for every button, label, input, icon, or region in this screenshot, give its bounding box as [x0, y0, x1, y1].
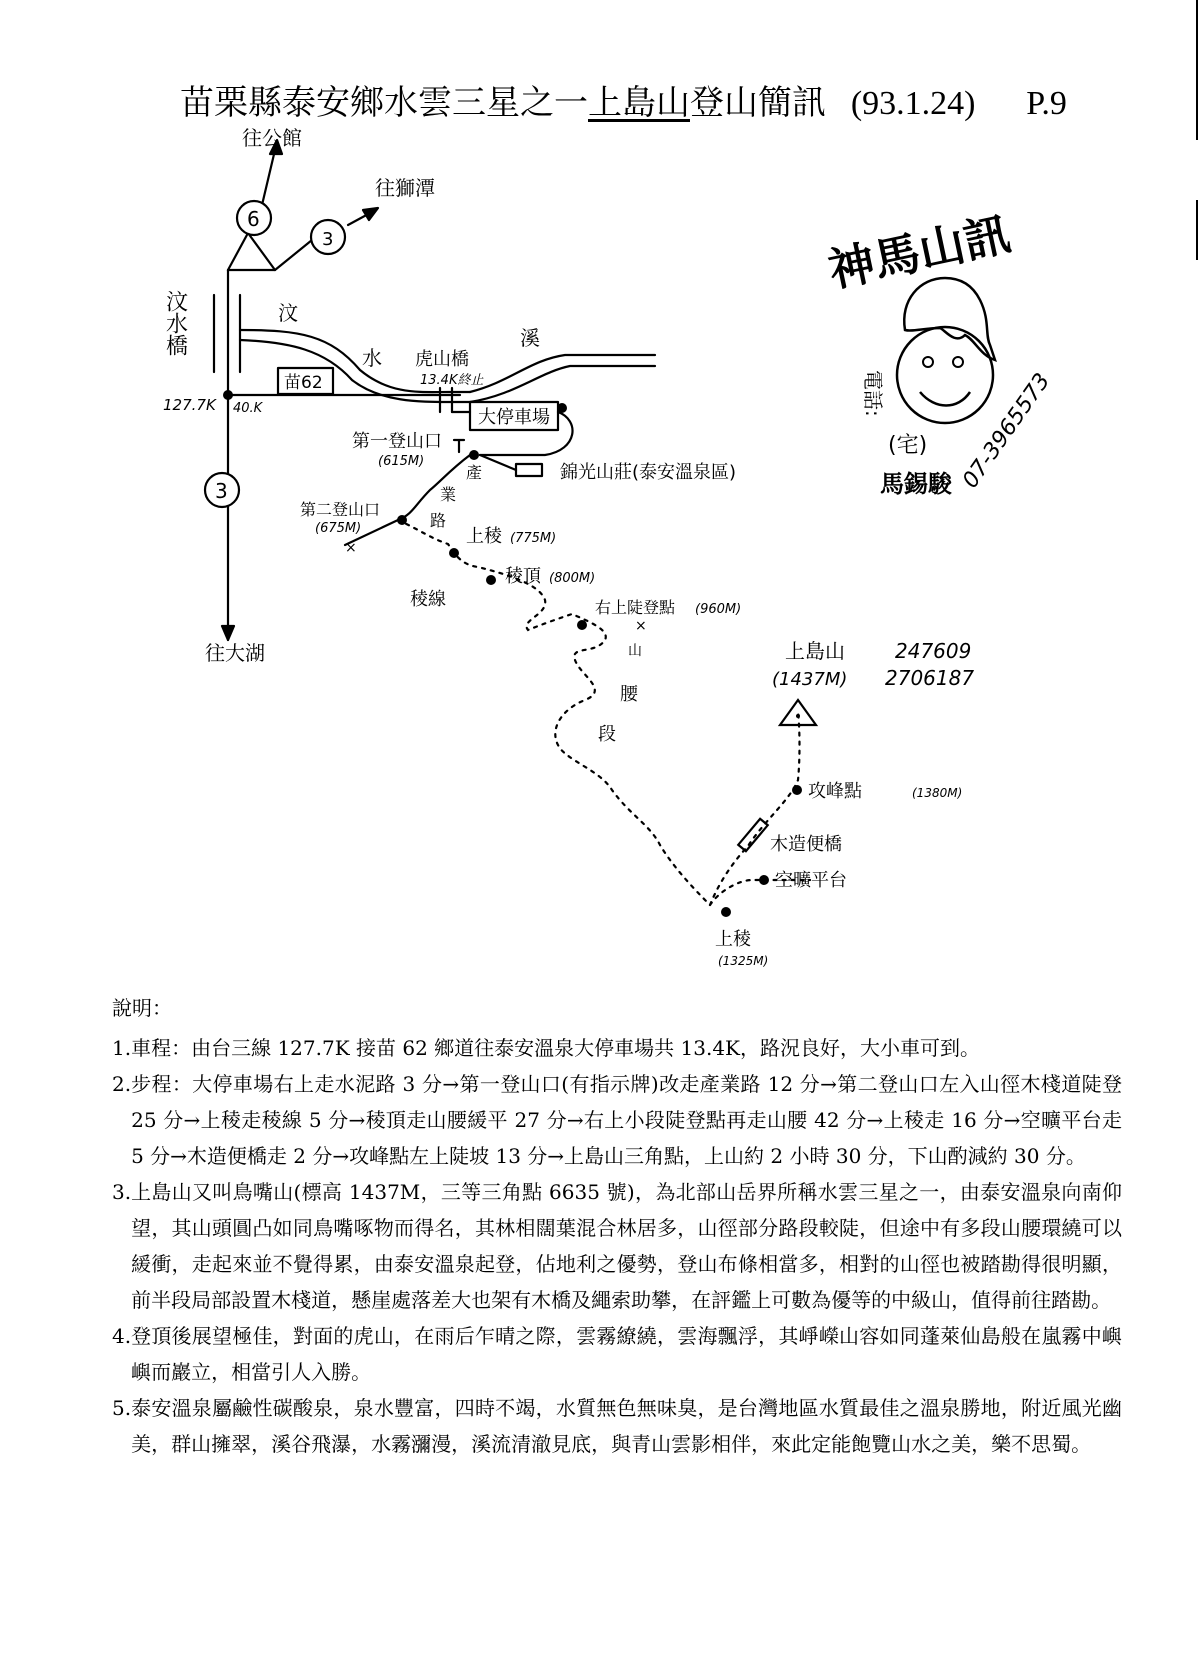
scan-edge-line	[1196, 0, 1198, 140]
junction-triangle	[228, 233, 275, 270]
label-ridge-low-alt: (1325M)	[718, 954, 769, 968]
river-bank-north	[470, 355, 655, 392]
signpost-icon	[454, 440, 464, 452]
waypoint-icon	[397, 515, 407, 525]
waypoint-icon	[486, 575, 496, 585]
label-attack-point: 攻峰點	[808, 781, 862, 802]
label-peak-alt: (1437M)	[772, 669, 848, 690]
item-number: 2.	[112, 1072, 132, 1096]
label-river-wen: 汶	[278, 301, 298, 325]
label-river-xi: 溪	[520, 326, 540, 350]
label-industry-road-3: 路	[430, 511, 447, 530]
smile-icon	[920, 392, 970, 406]
label-first-trailhead: 第一登山口	[352, 431, 442, 452]
title-prefix: 苗栗縣泰安鄉水雲三星之一	[180, 83, 588, 123]
page-number: P.9	[1026, 85, 1067, 122]
item-text: 步程：大停車場右上走水泥路 3 分→第一登山口(有指示牌)改走產業路 12 分→第二登山口左入山徑木棧道陡登 25 分→上稜走稜線 5 分→稜頂走山腰緩平 27 分→右上小段陡登點再走山腰 42 分→上稜走 16 分→空曠平台走 5 分→木造便橋走 2 分→攻峰點左上陡坡 13 分→上島山三角點，上山約 2 小時 30 分，下山酌減約 30 分。	[131, 1072, 1122, 1168]
cross-mark: ×	[635, 618, 647, 634]
author-stamp	[824, 207, 1056, 498]
label-ridge-up: 上稜	[466, 526, 502, 547]
label-second-alt: (675M)	[315, 521, 362, 536]
stamp-title: 神馬山訊	[823, 206, 1015, 298]
item-number: 4.	[112, 1324, 132, 1348]
smiley-face-icon	[897, 327, 993, 423]
stamp-phone-label: 電話:	[861, 370, 885, 417]
horse-head-icon	[904, 278, 995, 360]
waypoint-icon	[449, 548, 459, 558]
arrow-right-icon	[363, 208, 378, 220]
item-number: 3.	[112, 1180, 132, 1204]
label-attack-alt: (1380M)	[912, 786, 963, 800]
road-to-shitan	[275, 240, 312, 270]
item-number: 5.	[112, 1396, 132, 1420]
description-heading: 說明：	[112, 996, 172, 1020]
stamp-person: 馬錫駿	[880, 470, 952, 498]
label-first-alt: (615M)	[378, 454, 425, 469]
eye-icon	[953, 357, 963, 367]
summit-triangle-icon	[780, 700, 816, 725]
item-number: 1.	[112, 1036, 132, 1060]
description-item	[112, 1030, 1122, 1066]
label-river-shui: 水	[362, 346, 382, 370]
waypoint-icon	[223, 390, 233, 400]
label-platform: 空曠平台	[775, 870, 847, 891]
label-ridge-top: 稜頂	[505, 566, 541, 587]
label-waist-2: 腰	[620, 684, 638, 705]
label-second-trailhead: 第二登山口	[300, 500, 381, 519]
label-ridge-up-alt: (775M)	[510, 531, 557, 546]
label-to-gongguan: 往公館	[242, 126, 302, 150]
route3-top-number: 3	[322, 229, 334, 250]
item-text: 登頂後展望極佳，對面的虎山，在雨后乍晴之際，雲霧繚繞，雲海飄浮，其崢嶸山容如同蓬萊仙島般在嵐霧中嶼嶼而巖立，相當引人入勝。	[131, 1324, 1122, 1384]
label-peak-name: 上島山	[785, 639, 845, 663]
route6-number: 6	[247, 207, 260, 231]
date: (93.1.24)	[850, 85, 976, 122]
wood-bridge-icon	[738, 819, 768, 851]
waypoint-icon	[792, 785, 802, 795]
item-text: 車程：由台三線 127.7K 接苗 62 鄉道往泰安溫泉大停車場共 13.4K，路況良好，大小車可到。	[131, 1036, 980, 1060]
label-steep-point: 右上陡登點	[595, 598, 676, 617]
label-parking: 大停車場	[478, 407, 550, 428]
road-to-gongguan	[228, 233, 248, 270]
page-header	[180, 75, 1100, 125]
label-ridge-line: 稜線	[410, 589, 446, 610]
route-map	[0, 120, 1200, 980]
label-hotel: 錦光山莊(泰安溫泉區)	[560, 462, 737, 483]
label-wood-bridge: 木造便橋	[770, 834, 842, 855]
label-miao62: 苗62	[284, 373, 323, 393]
label-steep-alt: (960M)	[695, 602, 742, 617]
label-ridge-top-alt: (800M)	[549, 571, 596, 586]
title-suffix: 登山簡訊	[690, 83, 826, 123]
waypoint-icon	[721, 907, 731, 917]
route3-main-number: 3	[215, 479, 228, 503]
label-hushan-bridge: 虎山橋	[415, 349, 469, 370]
title-mountain-name: 上島山	[588, 83, 690, 123]
label-coord-e: 247609	[895, 639, 972, 663]
road-to-gongguan	[262, 150, 275, 205]
waypoint-icon	[577, 620, 587, 630]
label-wenshui-bridge: 汶水橋	[162, 290, 188, 356]
label-coord-n: 2706187	[885, 666, 975, 690]
label-km-40: 40.K	[233, 401, 263, 416]
description-item	[112, 1066, 1122, 1174]
cross-mark: ×	[345, 540, 357, 556]
item-text: 上島山又叫鳥嘴山(標高 1437M，三等三角點 6635 號)，為北部山岳界所稱水雲三星之一，由泰安溫泉向南仰望，其山頭圓凸如同鳥嘴啄物而得名，其林相闊葉混合林居多，山徑部分路段較陡，但途中有多段山腰環繞可以緩衝，走起來並不覺得累，由泰安溫泉起登，佔地利之優勢，登山布條相當多，相對的山徑也被踏勘得很明顯，前半段局部設置木棧道，懸崖處落差大也架有木橋及繩索助攀，在評鑑上可數為優等的中級山，值得前往踏勘。	[131, 1180, 1122, 1312]
eye-icon	[923, 357, 933, 367]
waypoint-icon	[759, 875, 769, 885]
stamp-phone-number: 07-3965573	[958, 368, 1056, 494]
description-item	[112, 1318, 1122, 1390]
description-section	[112, 990, 1122, 1462]
label-km-127: 127.7K	[163, 396, 216, 414]
arrow-down-icon	[222, 626, 234, 640]
river-bank-south	[470, 366, 655, 402]
waypoint-icon	[469, 450, 479, 460]
description-item	[112, 1390, 1122, 1462]
label-ridge-low: 上稜	[715, 929, 751, 950]
label-end-13k: 13.4K終止	[420, 373, 484, 388]
label-industry-road-2: 業	[440, 485, 457, 504]
item-text: 泰安溫泉屬鹼性碳酸泉，泉水豐富，四時不竭，水質無色無味臭，是台灣地區水質最佳之溫泉勝地，附近風光幽美，群山擁翠，溪谷飛瀑，水霧瀰漫，溪流清澈見底，與青山雲影相伴，來此定能飽覽山水之美，樂不思蜀。	[131, 1396, 1122, 1456]
road-to-hotel	[480, 455, 516, 470]
triangulation-point-icon	[796, 714, 800, 718]
waypoint-icon	[557, 403, 567, 413]
description-item	[112, 1174, 1122, 1318]
stamp-phone-home: (宅)	[888, 433, 928, 458]
label-to-dahu: 往大湖	[205, 641, 265, 665]
hotel-icon	[516, 464, 542, 476]
label-waist-3: 段	[598, 724, 616, 745]
label-industry-road-1: 產	[466, 463, 483, 482]
label-to-shitan: 往獅潭	[375, 176, 435, 200]
label-waist-1: 山	[628, 643, 642, 659]
